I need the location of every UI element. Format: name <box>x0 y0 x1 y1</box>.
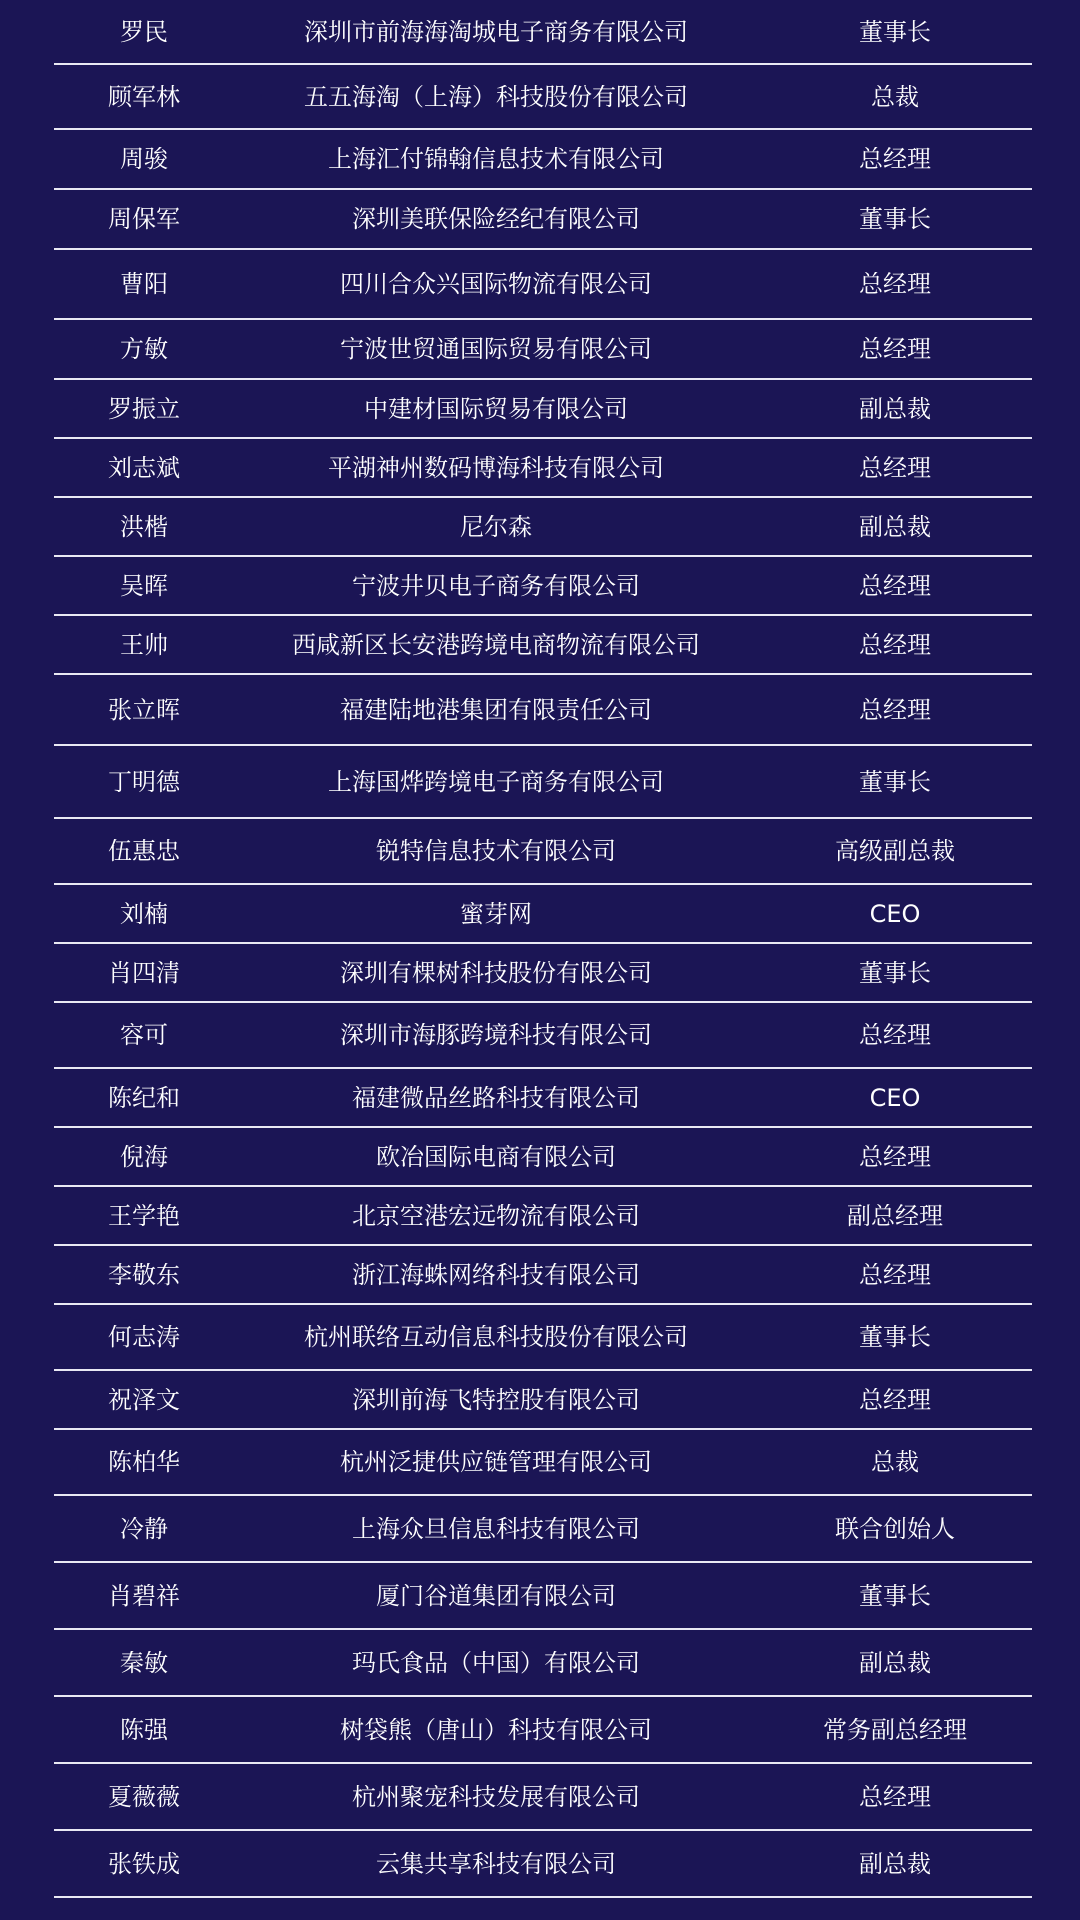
company-name: 平湖神州数码博海科技有限公司 <box>328 455 664 480</box>
person-name: 刘楠 <box>120 901 168 926</box>
person-name: 陈纪和 <box>108 1085 180 1110</box>
company-name: 杭州聚宠科技发展有限公司 <box>352 1784 640 1809</box>
company-name: 福建陆地港集团有限责任公司 <box>340 697 652 722</box>
company-name: 西咸新区长安港跨境电商物流有限公司 <box>292 632 700 657</box>
table-row <box>54 819 1032 885</box>
company-name: 深圳市海豚跨境科技有限公司 <box>340 1023 652 1047</box>
table-row <box>54 944 1032 1003</box>
person-name: 肖四清 <box>108 960 180 985</box>
table-row <box>54 1697 1032 1764</box>
person-name: 曹阳 <box>120 272 168 296</box>
person-name: 陈柏华 <box>108 1450 180 1474</box>
company-name: 杭州联络互动信息科技股份有限公司 <box>304 1325 688 1349</box>
table-row <box>54 1305 1032 1371</box>
person-name: 夏薇薇 <box>108 1784 180 1809</box>
person-name: 罗振立 <box>108 396 180 421</box>
roster-table <box>54 0 1032 1898</box>
person-name: 容可 <box>120 1023 168 1047</box>
job-title: 副总裁 <box>859 396 931 421</box>
company-name: 福建微品丝路科技有限公司 <box>352 1085 640 1110</box>
job-title: 总经理 <box>859 272 931 296</box>
company-name: 厦门谷道集团有限公司 <box>376 1583 616 1608</box>
person-name: 刘志斌 <box>108 455 180 480</box>
person-name: 顾军林 <box>108 84 180 109</box>
job-title: 常务副总经理 <box>823 1717 967 1742</box>
person-name: 洪楷 <box>120 514 168 539</box>
table-row <box>54 439 1032 498</box>
person-name: 倪海 <box>120 1144 168 1169</box>
job-title: 董事长 <box>859 1325 931 1349</box>
table-row <box>54 190 1032 250</box>
table-row <box>54 1563 1032 1630</box>
company-name: 深圳美联保险经纪有限公司 <box>352 207 640 231</box>
table-row <box>54 1430 1032 1496</box>
person-name: 方敏 <box>120 337 168 361</box>
company-name: 上海国烨跨境电子商务有限公司 <box>328 769 664 794</box>
person-name: 罗民 <box>120 19 168 44</box>
job-title: 董事长 <box>859 19 931 44</box>
table-row <box>54 1630 1032 1697</box>
company-name: 深圳市前海海淘城电子商务有限公司 <box>304 19 688 44</box>
table-row <box>54 1764 1032 1831</box>
job-title: 董事长 <box>859 207 931 231</box>
table-row <box>54 746 1032 819</box>
job-title: 董事长 <box>859 1583 931 1608</box>
person-name: 王帅 <box>120 632 168 657</box>
table-row <box>54 65 1032 130</box>
person-name: 肖碧祥 <box>108 1583 180 1608</box>
table-row <box>54 1371 1032 1430</box>
job-title: 总经理 <box>859 697 931 722</box>
person-name: 张立晖 <box>108 697 180 722</box>
person-name: 陈强 <box>120 1717 168 1742</box>
job-title: 副总裁 <box>859 1851 931 1876</box>
person-name: 秦敏 <box>120 1650 168 1675</box>
company-name: 欧冶国际电商有限公司 <box>376 1144 616 1169</box>
company-name: 中建材国际贸易有限公司 <box>364 396 628 421</box>
company-name: 玛氏食品（中国）有限公司 <box>352 1650 640 1675</box>
person-name: 王学艳 <box>108 1203 180 1228</box>
company-name: 四川合众兴国际物流有限公司 <box>340 272 652 296</box>
table-row <box>54 1187 1032 1246</box>
job-title: 总经理 <box>859 147 931 171</box>
company-name: 深圳前海飞特控股有限公司 <box>352 1387 640 1412</box>
job-title: 总经理 <box>859 573 931 598</box>
table-row <box>54 1069 1032 1128</box>
person-name: 冷静 <box>120 1516 168 1541</box>
person-name: 吴晖 <box>120 573 168 598</box>
job-title: 董事长 <box>859 960 931 985</box>
person-name: 周骏 <box>120 147 168 171</box>
company-name: 上海汇付锦翰信息技术有限公司 <box>328 147 664 171</box>
person-name: 丁明德 <box>108 769 180 794</box>
job-title: 总经理 <box>859 632 931 657</box>
job-title: 董事长 <box>859 769 931 794</box>
table-row <box>54 557 1032 616</box>
company-name: 树袋熊（唐山）科技有限公司 <box>340 1717 652 1742</box>
table-row <box>54 320 1032 380</box>
job-title: 总经理 <box>859 1262 931 1287</box>
person-name: 张铁成 <box>108 1851 180 1876</box>
person-name: 伍惠忠 <box>108 839 180 863</box>
table-row <box>54 1003 1032 1069</box>
company-name: 宁波井贝电子商务有限公司 <box>352 573 640 598</box>
table-row <box>54 498 1032 557</box>
person-name: 何志涛 <box>108 1325 180 1349</box>
job-title: 总经理 <box>859 1023 931 1047</box>
company-name: 锐特信息技术有限公司 <box>376 839 616 863</box>
job-title: 总经理 <box>859 337 931 361</box>
table-row <box>54 1496 1032 1563</box>
table-row <box>54 380 1032 439</box>
person-name: 周保军 <box>108 207 180 231</box>
company-name: 杭州泛捷供应链管理有限公司 <box>340 1450 652 1474</box>
job-title: 副总裁 <box>859 514 931 539</box>
table-row <box>54 1831 1032 1898</box>
company-name: 浙江海蛛网络科技有限公司 <box>352 1262 640 1287</box>
job-title: 总经理 <box>859 1784 931 1809</box>
company-name: 蜜芽网 <box>460 901 532 926</box>
table-row <box>54 616 1032 675</box>
table-row <box>54 1128 1032 1187</box>
company-name: 五五海淘（上海）科技股份有限公司 <box>304 84 688 109</box>
job-title: 总经理 <box>859 455 931 480</box>
job-title: CEO <box>869 901 921 926</box>
job-title: 总裁 <box>871 1450 919 1474</box>
table-row <box>54 250 1032 320</box>
job-title: 副总经理 <box>847 1203 943 1228</box>
job-title: 总经理 <box>859 1144 931 1169</box>
company-name: 上海众旦信息科技有限公司 <box>352 1516 640 1541</box>
job-title: CEO <box>869 1085 921 1110</box>
company-name: 北京空港宏远物流有限公司 <box>352 1203 640 1228</box>
company-name: 云集共享科技有限公司 <box>376 1851 616 1876</box>
company-name: 深圳有棵树科技股份有限公司 <box>340 960 652 985</box>
company-name: 宁波世贸通国际贸易有限公司 <box>340 337 652 361</box>
job-title: 总裁 <box>871 84 919 109</box>
table-row <box>54 0 1032 65</box>
person-name: 李敬东 <box>108 1262 180 1287</box>
person-name: 祝泽文 <box>108 1387 180 1412</box>
table-row <box>54 1246 1032 1305</box>
table-row <box>54 675 1032 746</box>
table-row <box>54 885 1032 944</box>
job-title: 高级副总裁 <box>835 839 955 863</box>
table-row <box>54 130 1032 190</box>
job-title: 联合创始人 <box>835 1516 955 1541</box>
company-name: 尼尔森 <box>460 514 532 539</box>
job-title: 副总裁 <box>859 1650 931 1675</box>
job-title: 总经理 <box>859 1387 931 1412</box>
